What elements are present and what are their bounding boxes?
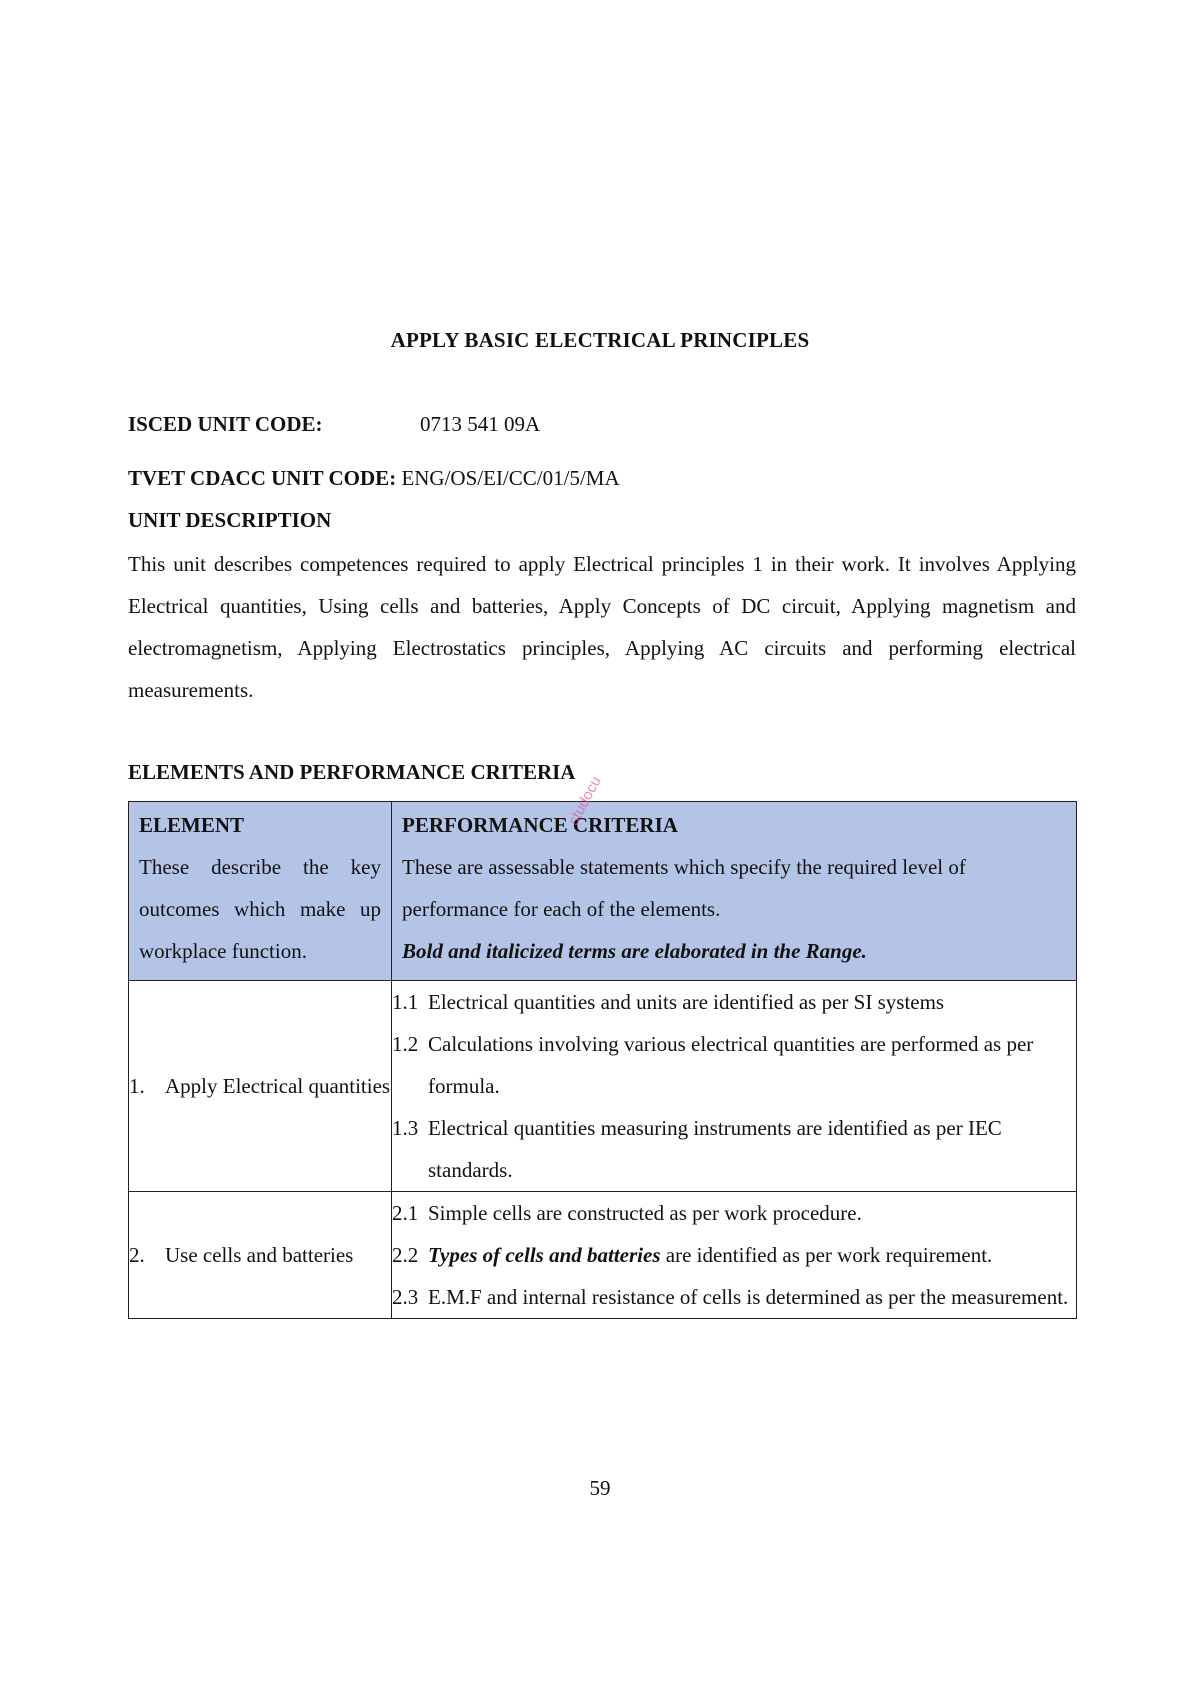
criterion-number: 2.2 — [392, 1243, 419, 1267]
page-title: APPLY BASIC ELECTRICAL PRINCIPLES — [390, 328, 810, 352]
tvet-label: TVET CDACC UNIT CODE: — [128, 466, 397, 490]
table-row — [129, 1192, 1077, 1319]
criteria-cell — [392, 981, 1077, 1192]
pc-header-desc: These are assessable statements which specify the required level of performance for each of the elements. — [402, 855, 966, 921]
criterion-number: 1.2 — [392, 1032, 419, 1056]
element-header-cell — [129, 802, 392, 981]
unit-description-text: This unit describes competences required to apply Electrical principles 1 in their work. It involves Applying Electrical quantities, Using cells and batteries, Apply Concepts of DC circuit, Applying magnetism and electromagnetism, Applying Electrostatics principles, Applying AC circuits and performing electrical measurements. — [128, 552, 1076, 702]
pc-header-title: PERFORMANCE CRITERIA — [402, 813, 678, 837]
element-header-desc: These describe the key outcomes which make up workplace function. — [139, 855, 381, 963]
isced-label: ISCED UNIT CODE: — [128, 412, 323, 436]
criterion-text: Electrical quantities and units are identified as per SI systems — [428, 990, 945, 1014]
element-text: Use cells and batteries — [165, 1243, 354, 1267]
criterion-number: 1.3 — [392, 1116, 419, 1140]
tvet-value: ENG/OS/EI/CC/01/5/MA — [401, 466, 620, 490]
criterion-item — [392, 981, 1076, 1023]
element-cell — [129, 1192, 392, 1319]
criterion-number: 1.1 — [392, 990, 419, 1014]
tvet-unit-code — [128, 466, 620, 491]
criterion-text: Electrical quantities measuring instruments are identified as per IEC standards. — [428, 1116, 1002, 1182]
criterion-text: are identified as per work requirement. — [660, 1243, 993, 1267]
unit-description-heading: UNIT DESCRIPTION — [128, 508, 332, 532]
table-header-row — [129, 802, 1077, 981]
isced-value: 0713 541 09A — [420, 412, 541, 436]
isced-unit-code — [128, 412, 541, 437]
element-cell — [129, 981, 392, 1192]
element-number: 1. — [129, 1074, 145, 1098]
criterion-item — [392, 1276, 1076, 1318]
criterion-item — [392, 1192, 1076, 1234]
criterion-text: Calculations involving various electrical quantities are performed as per formula. — [428, 1032, 1034, 1098]
element-text: Apply Electrical quantities — [165, 1074, 391, 1098]
element-number: 2. — [129, 1243, 145, 1267]
watermark: studocu — [565, 773, 605, 828]
criterion-range-term: Types of cells and batteries — [428, 1243, 661, 1267]
criterion-number: 2.3 — [392, 1285, 419, 1309]
pc-header-cell — [392, 802, 1077, 981]
criterion-item — [392, 1107, 1076, 1191]
pc-header-note: Bold and italicized terms are elaborated in the Range. — [402, 939, 867, 963]
criteria-cell — [392, 1192, 1077, 1319]
table-row — [129, 981, 1077, 1192]
elements-heading: ELEMENTS AND PERFORMANCE CRITERIA — [128, 760, 576, 784]
criterion-number: 2.1 — [392, 1201, 419, 1225]
criterion-item — [392, 1234, 1076, 1276]
criterion-text: Simple cells are constructed as per work procedure. — [428, 1201, 862, 1225]
page-number: 59 — [589, 1476, 611, 1500]
element-header-title: ELEMENT — [139, 813, 245, 837]
elements-performance-table — [128, 801, 1077, 1319]
criterion-text: E.M.F and internal resistance of cells is determined as per the measurement. — [428, 1285, 1069, 1309]
criterion-item — [392, 1023, 1076, 1107]
